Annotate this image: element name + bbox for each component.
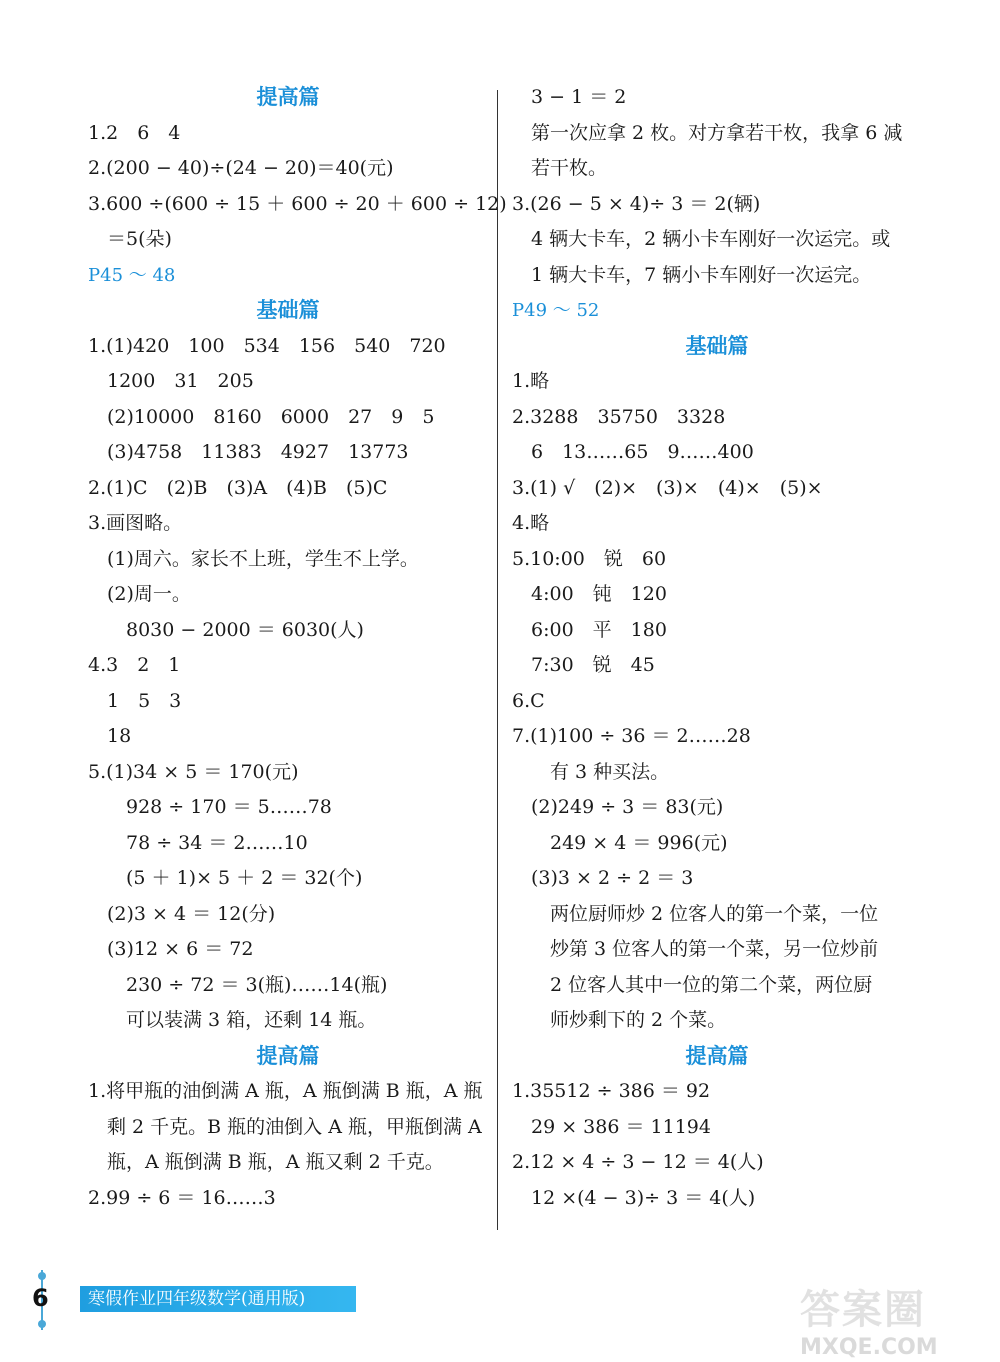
answer-line: (2)周一。 [88,583,191,605]
answer-line: 第一次应拿 2 枚。对方拿若干枚，我拿 6 减 [512,121,903,144]
footer-dot-top [38,1272,46,1280]
answer-line: 2.(200 − 40)÷(24 − 20)＝40(元) [88,157,394,179]
answer-line: 7.(1)100 ÷ 36 ＝ 2……28 [512,725,751,747]
answer-line: 1.35512 ÷ 386 ＝ 92 [512,1080,711,1102]
page-range-label: P49 ～ 52 [512,300,600,321]
watermark-url: MXQE.COM [800,1335,938,1360]
answer-line: 2 位客人其中一位的第二个菜，两位厨 [512,973,873,996]
answer-line: 6:00 平 180 [512,618,667,641]
answer-line: (1)周六。家长不上班，学生不上学。 [88,547,419,570]
answer-line: 1.略 [512,370,550,392]
answer-line: 可以装满 3 箱，还剩 14 瓶。 [88,1009,377,1031]
right-column [512,80,922,1216]
page-range-label: P45 ～ 48 [88,264,176,286]
answer-line: 78 ÷ 34 ＝ 2……10 [88,831,308,854]
answer-line: 6.C [512,689,545,712]
answer-line: 5.10:00 锐 60 [512,547,667,570]
page-footer [14,1270,354,1330]
section-heading: 基础篇 [256,298,320,322]
answer-line: 1200 31 205 [88,370,254,392]
page-number: 6 [32,1284,49,1312]
answer-line: 炒第 3 位客人的第一个菜，另一位炒前 [512,938,879,960]
answer-line: (2)249 ÷ 3 ＝ 83(元) [512,796,724,818]
left-column [88,80,507,1216]
answer-line: 3 − 1 ＝ 2 [512,86,627,108]
answer-line: 7:30 锐 45 [512,654,655,676]
answer-line: 5.(1)34 × 5 ＝ 170(元) [88,760,299,783]
answer-line: ＝5(朵) [88,228,172,250]
answer-line: (2)3 × 4 ＝ 12(分) [88,902,276,925]
answer-line: 3.(1) √ (2)× (3)× (4)× (5)× [512,476,823,499]
answer-line: 29 × 386 ＝ 11194 [512,1115,711,1138]
answer-line: 2.99 ÷ 6 ＝ 16……3 [88,1186,276,1209]
answer-line: 1 5 3 [88,689,182,712]
section-heading: 基础篇 [685,333,749,358]
answer-line: 3.600 ÷(600 ÷ 15 ＋ 600 ÷ 20 ＋ 600 ÷ 12) [88,192,507,215]
answer-line: (5 ＋ 1)× 5 ＋ 2 ＝ 32(个) [88,867,363,889]
answer-line: 1.将甲瓶的油倒满 A 瓶，A 瓶倒满 B 瓶，A 瓶 [88,1080,483,1102]
column-divider [497,90,498,1230]
answer-line: 有 3 种买法。 [512,760,670,783]
watermark-logo-text: 答案圈 [800,1287,926,1333]
answer-line: (3)4758 11383 4927 13773 [88,441,409,463]
answer-line: (3)3 × 2 ÷ 2 ＝ 3 [512,867,694,889]
answer-line: (3)12 × 6 ＝ 72 [88,938,254,960]
answer-line: 8030 − 2000 ＝ 6030(人) [88,618,364,641]
answer-line: 230 ÷ 72 ＝ 3(瓶)……14(瓶) [88,973,388,996]
answer-line: 1.2 6 4 [88,121,181,144]
answer-line: 12 ×(4 − 3)÷ 3 ＝ 4(人) [512,1186,756,1209]
answer-line: 4:00 钝 120 [512,583,667,605]
answer-line: 4.3 2 1 [88,654,181,676]
answer-line: 928 ÷ 170 ＝ 5……78 [88,796,332,818]
section-heading: 提高篇 [256,1043,320,1068]
section-heading: 提高篇 [256,85,320,109]
answer-line: 3.(26 − 5 × 4)÷ 3 ＝ 2(辆) [512,192,761,215]
answer-line: 4 辆大卡车，2 辆小卡车刚好一次运完。或 [512,228,891,250]
answer-line: 瓶，A 瓶倒满 B 瓶，A 瓶又剩 2 千克。 [88,1151,444,1173]
answer-line: 6 13……65 9……400 [512,441,754,463]
footer-dot-bottom [38,1320,46,1328]
watermark [800,1278,990,1360]
answer-line: 4.略 [512,512,550,534]
answer-line: (2)10000 8160 6000 27 9 5 [88,405,435,428]
answer-line: 1 辆大卡车，7 辆小卡车刚好一次运完。 [512,263,872,286]
section-heading: 提高篇 [685,1043,749,1068]
answer-line: 两位厨师炒 2 位客人的第一个菜，一位 [512,902,879,925]
answer-line: 若干枚。 [512,157,608,179]
answer-line: 剩 2 千克。B 瓶的油倒入 A 瓶，甲瓶倒满 A [88,1115,482,1138]
answer-line: 3.画图略。 [88,512,183,534]
answer-line: 师炒剩下的 2 个菜。 [512,1009,727,1031]
answer-line: 2.12 × 4 ÷ 3 − 12 ＝ 4(人) [512,1151,764,1173]
answer-line: 18 [88,725,132,747]
answer-line: 249 × 4 ＝ 996(元) [512,831,728,854]
answer-line: 2.3288 35750 3328 [512,405,726,428]
answer-line: 2.(1)C (2)B (3)A (4)B (5)C [88,476,388,499]
book-title-banner: 寒假作业四年级数学(通用版) [80,1286,356,1312]
answer-line: 1.(1)420 100 534 156 540 720 [88,334,446,357]
